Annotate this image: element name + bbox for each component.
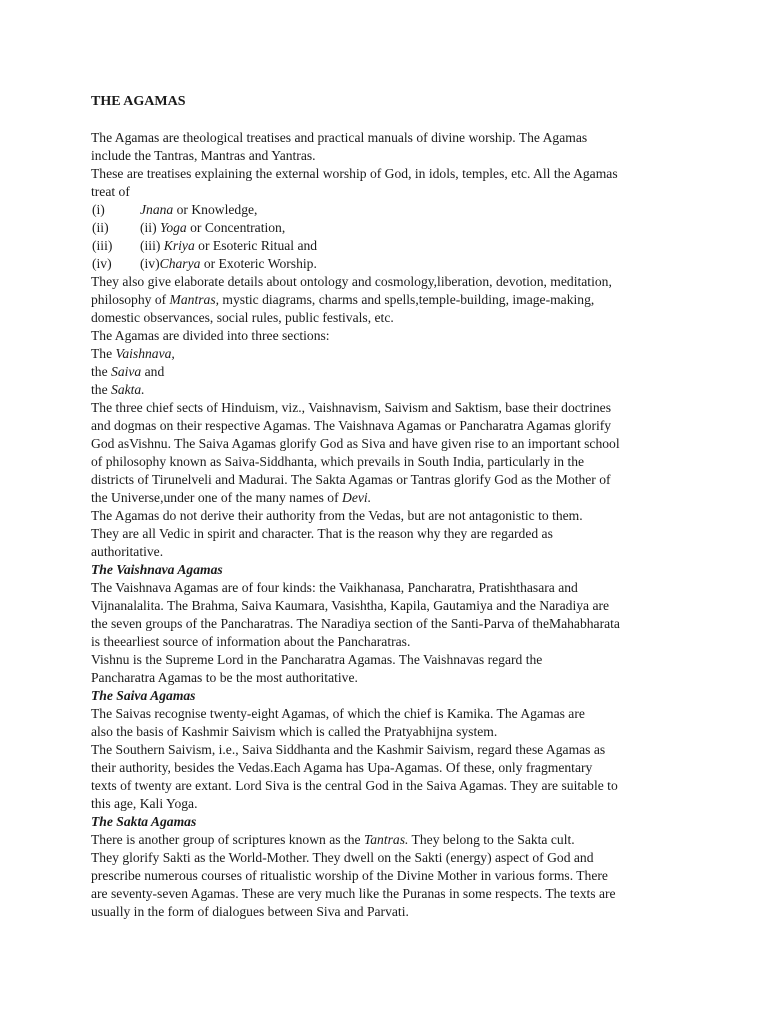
intro-line: These are treatises explaining the external worship of God, in idols, temples, etc. All the Agamas <box>91 166 618 181</box>
vaishnava-line: the seven groups of the Pancharatras. The Naradiya section of the Santi-Parva of theMahabharata <box>91 616 620 631</box>
intro-line: The Agamas are theological treatises and practical manuals of divine worship. The Agamas <box>91 130 588 145</box>
details-line: philosophy of Mantras, mystic diagrams, charms and spells,temple-building, image-making, <box>91 292 595 307</box>
sakta-line: prescribe numerous courses of ritualistic worship of the Divine Mother in various forms. There <box>91 868 608 883</box>
document-title: THE AGAMAS <box>91 94 186 109</box>
sects-line: The three chief sects of Hinduism, viz., Vaishnavism, Saivism and Saktism, base their doctrines <box>91 400 611 415</box>
sects-line: districts of Tirunelveli and Madurai. The Sakta Agamas or Tantras glorify God as the Mother of <box>91 472 611 487</box>
list-number: (iii) <box>92 238 113 253</box>
list-item: (iii) (iii) Kriya or Esoteric Ritual and <box>92 238 318 253</box>
saiva-line: The Southern Saivism, i.e., Saiva Siddhanta and the Kashmir Saivism, regard these Agamas as <box>91 742 606 757</box>
sakta-line: usually in the form of dialogues between Siva and Parvati. <box>91 904 409 919</box>
heading-sakta-agamas: The Sakta Agamas <box>91 814 197 829</box>
sakta-line: are seventy-seven Agamas. These are very much like the Puranas in some respects. The texts are <box>91 886 616 901</box>
vaishnava-line: Vijnanalalita. The Brahma, Saiva Kaumara, Vasishtha, Kapila, Gautamiya and the Naradiya are <box>91 598 610 613</box>
list-number: (ii) <box>92 220 109 235</box>
sects-line: They are all Vedic in spirit and character. That is the reason why they are regarded as <box>91 526 553 541</box>
section-vaishnava: The Vaishnava, <box>91 346 175 361</box>
vaishnava-line: The Vaishnava Agamas are of four kinds: the Vaikhanasa, Pancharatra, Pratishthasara and <box>91 580 578 595</box>
details-line: domestic observances, social rules, public festivals, etc. <box>91 310 394 325</box>
saiva-line: also the basis of Kashmir Saivism which is called the Pratyabhijna system. <box>91 724 498 739</box>
list-term: Yoga <box>160 220 187 235</box>
list-number: (iv) <box>92 256 112 271</box>
sects-line: the Universe,under one of the many names of Devi. <box>91 490 372 505</box>
intro-line: include the Tantras, Mantras and Yantras. <box>91 148 316 163</box>
heading-vaishnava-agamas: The Vaishnava Agamas <box>91 562 223 577</box>
saiva-line: The Saivas recognise twenty-eight Agamas, of which the chief is Kamika. The Agamas are <box>91 706 585 721</box>
sects-line: The Agamas do not derive their authority from the Vedas, but are not antagonistic to them. <box>91 508 583 523</box>
list-term: Jnana <box>140 202 174 217</box>
sakta-line: They glorify Sakti as the World-Mother. They dwell on the Sakti (energy) aspect of God and <box>91 850 594 865</box>
heading-saiva-agamas: The Saiva Agamas <box>91 688 196 703</box>
list-item: (ii) (ii) Yoga or Concentration, <box>92 220 286 235</box>
list-term: Kriya <box>163 238 195 253</box>
saiva-line: texts of twenty are extant. Lord Siva is the central God in the Saiva Agamas. They are suitable to <box>91 778 618 793</box>
list-item: (iv) (iv)Charya or Exoteric Worship. <box>92 256 317 271</box>
sects-line: God asVishnu. The Saiva Agamas glorify God as Siva and have given rise to an important school <box>91 436 620 451</box>
intro-line: treat of <box>91 184 130 199</box>
section-sakta: the Sakta. <box>91 382 145 397</box>
vaishnava-line: is theearliest source of information about the Pancharatras. <box>91 634 411 649</box>
sects-line: authoritative. <box>91 544 164 559</box>
list-number: (i) <box>92 202 105 217</box>
sections-line: The Agamas are divided into three sections: <box>91 328 330 343</box>
document-page <box>91 93 691 921</box>
section-saiva: the Saiva and <box>91 364 165 379</box>
list-item: (i) Jnana or Knowledge, <box>92 202 258 217</box>
sects-line: and dogmas on their respective Agamas. The Vaishnava Agamas or Pancharatra Agamas glorify <box>91 418 612 433</box>
saiva-line: this age, Kali Yoga. <box>91 796 198 811</box>
vaishnava-line: Vishnu is the Supreme Lord in the Pancharatra Agamas. The Vaishnavas regard the <box>91 652 543 667</box>
list-term: Charya <box>159 256 201 271</box>
sects-line: of philosophy known as Saiva-Siddhanta, which prevails in South India, particularly in the <box>91 454 585 469</box>
sakta-line: There is another group of scriptures known as the Tantras. They belong to the Sakta cult. <box>91 832 575 847</box>
details-line: They also give elaborate details about ontology and cosmology,liberation, devotion, meditation, <box>91 274 612 289</box>
vaishnava-line: Pancharatra Agamas to be the most authoritative. <box>91 670 358 685</box>
saiva-line: their authority, besides the Vedas.Each Agama has Upa-Agamas. Of these, only fragmentary <box>91 760 593 775</box>
